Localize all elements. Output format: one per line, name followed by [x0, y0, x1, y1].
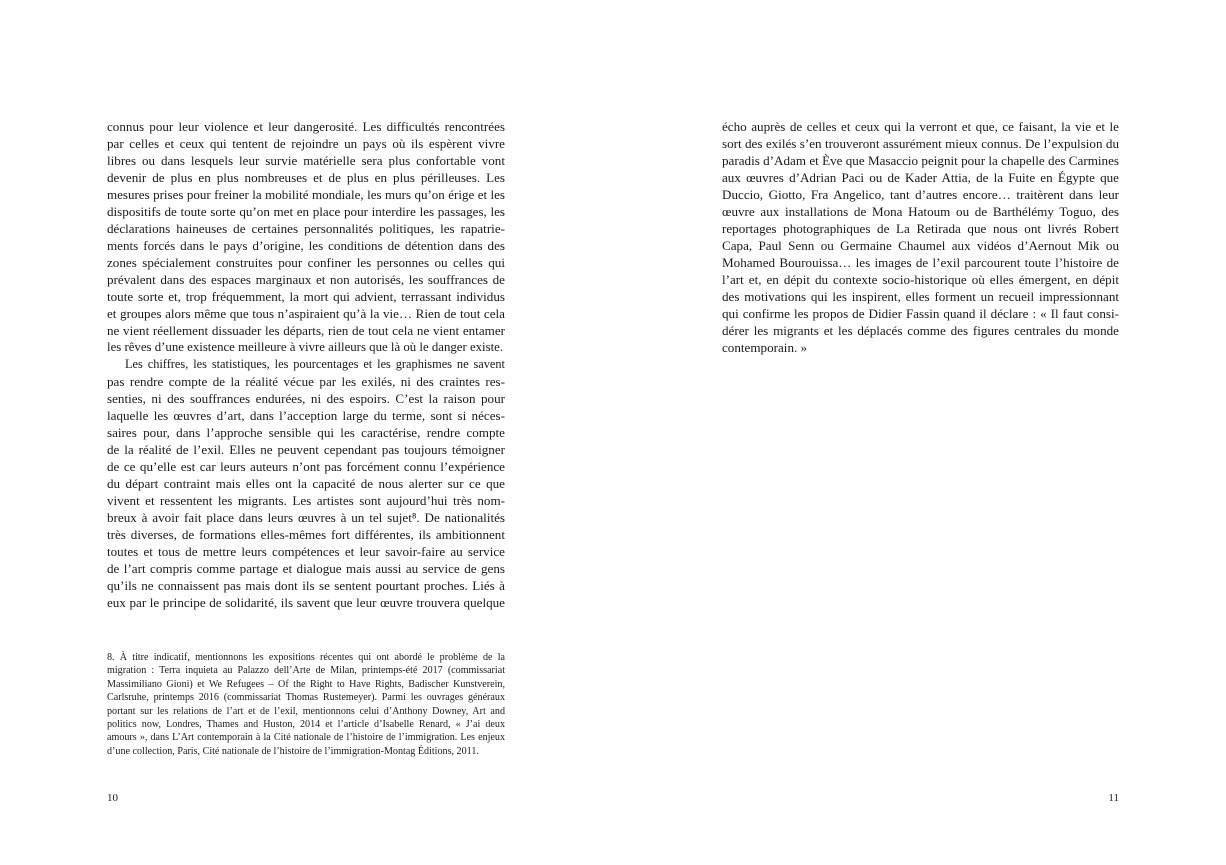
footnote-line: Carlsruhe, printemps 2016 (commissariat Thomas Rustemeyer). Parmi les ouvrages généraux: [107, 692, 505, 704]
body-line: laquelle les œuvres d’art, dans l’acception large du terme, sont si néces-: [107, 408, 505, 423]
footnote: [107, 651, 505, 758]
body-line: aux œuvres d’Adrian Paci ou de Kader Attia, de la Fuite en Égypte que: [722, 170, 1119, 185]
body-line: du départ contraint mais elles ont la capacité de nous alerter sur ce que: [107, 476, 505, 491]
body-line: par celles et ceux qui tentent de rejoindre un pays où ils espèrent vivre: [107, 136, 505, 151]
body-line-paragraph-start: Les chiffres, les statistiques, les pourcentages et les graphismes ne savent: [125, 357, 505, 371]
body-line: ments forcés dans le pays d’origine, les conditions de détention dans des: [107, 238, 505, 253]
body-line: écho auprès de celles et ceux qui la verront et que, ce faisant, la vie et le: [722, 119, 1119, 134]
body-line: qu’ils ne connaissent pas mais dont ils se sentent pourtant proches. Liés à: [107, 578, 505, 593]
body-line: sort des exilés s’en trouveront assurément mieux connus. De l’expulsion du: [722, 136, 1119, 151]
page-number: 11: [1108, 792, 1119, 804]
body-line: mesures prises pour freiner la mobilité mondiale, les murs qu’on érige et les: [107, 187, 505, 202]
body-line: libres ou dans lesquels leur survie matérielle sera plus confortable vont: [107, 153, 505, 168]
body-line: qui confirme les propos de Didier Fassin quand il déclare : « Il faut consi-: [722, 306, 1119, 321]
body-line: paradis d’Adam et Ève que Masaccio peignit pour la chapelle des Carmines: [722, 153, 1119, 168]
body-line: œuvre aux installations de Mona Hatoum ou de Barthélémy Toguo, des: [722, 204, 1119, 219]
body-line: et groupes alors même que tous n’aspiraient qu’à la vie… Rien de tout cela: [107, 306, 505, 321]
footnote-line: portant sur les relations de l’art et de l’exil, mentionnons celui d’Anthony Downey, Art and: [107, 705, 505, 717]
body-line: vivent et ressentent les migrants. Les artistes sont aujourd’hui très nom-: [107, 493, 505, 508]
body-line: déclarations haineuses de certaines personnalités politiques, les rapatrie-: [107, 221, 505, 236]
footnote-line: 8. À titre indicatif, mentionnons les expositions récentes qui ont abordé le problème de la: [107, 652, 505, 663]
body-line-with-footnote-ref: breux à avoir fait place dans leurs œuvres à un tel sujet⁸. De nationalités: [107, 510, 505, 525]
body-line: de l’art compris comme partage et dialogue mais aussi au service de gens: [107, 561, 505, 576]
body-line: de la réalité de l’exil. Elles ne peuvent cependant pas toujours témoigner: [107, 442, 505, 457]
body-line: les rêves d’une existence meilleure à vivre ailleurs que là où le danger existe.: [107, 340, 504, 354]
body-line: dispositifs de toute sorte qu’on met en place pour interdire les passages, les: [107, 204, 505, 219]
body-line: Duccio, Giotto, Fra Angelico, tant d’autres encore… traitèrent dans leur: [722, 187, 1119, 202]
body-line: reportages photographiques de La Retirada que nous ont livrés Robert: [722, 221, 1119, 236]
body-line: connus pour leur violence et leur dangerosité. Les difficultés rencontrées: [107, 119, 505, 134]
body-line: senties, ni des souffrances endurées, ni des espoirs. C’est la raison pour: [107, 391, 505, 406]
body-line: saires pour, dans l’approche sensible qui les caractérise, rendre compte: [107, 425, 505, 440]
body-line: Mohamed Bourouissa… les images de l’exil parcourent toute l’histoire de: [722, 255, 1119, 270]
body-line: des motivations qui les inspirent, elles forment un recueil impressionnant: [722, 289, 1119, 304]
body-line: pas rendre compte de la réalité vécue par les exilés, ni des craintes res-: [107, 374, 505, 389]
left-page-body: [107, 118, 505, 611]
right-page-body: [722, 118, 1119, 356]
body-line: eux par le principe de solidarité, ils savent que leur œuvre trouvera quelque: [107, 595, 505, 610]
footnote-line: migration : Terra inquieta au Palazzo dell’Arte de Milan, printemps-été 2017 (commissariat: [107, 665, 505, 677]
body-line: devenir de plus en plus nombreuses et de plus en plus périlleuses. Les: [107, 170, 505, 185]
body-line: toute sorte et, trop fréquemment, la mort qui advient, terrassant individus: [107, 289, 505, 304]
footnote-line: politics now, Londres, Thames and Huston, 2014 et l’article d’Isabelle Renard, « J’ai deux: [107, 718, 505, 730]
body-line: zones spécialement construites pour confiner les personnes ou celles qui: [107, 255, 505, 270]
body-line: toutes et tous de mettre leurs compétences et leur savoir-faire au service: [107, 544, 505, 559]
right-page: [613, 0, 1226, 865]
footnote-line: Massimiliano Gioni) et We Refugees – Of the Right to Have Rights, Badischer Kunstverein,: [107, 678, 505, 690]
body-line: l’art et, en dépit du contexte socio-historique où elles émergent, en dépit: [722, 272, 1119, 287]
body-line: ne vient réellement dissuader les départs, rien de tout cela ne vient entamer: [107, 323, 505, 338]
body-line: contemporain. »: [722, 340, 808, 355]
body-line: très diverses, de formations elles-mêmes fort différentes, ils ambitionnent: [107, 527, 505, 542]
footnote-line: amours », dans L’Art contemporain à la Cité nationale de l’histoire de l’immigration. Les enjeux: [107, 732, 505, 744]
page-number: 10: [107, 792, 118, 804]
body-line: de ce qu’elle est car leurs auteurs n’ont pas forcément connu l’expérience: [107, 459, 505, 474]
body-line: dérer les migrants et les déplacés comme des figures centrales du monde: [722, 323, 1119, 338]
body-line: prévalent dans des espaces marginaux et non autorisés, les souffrances de: [107, 272, 505, 287]
body-line: Capa, Paul Senn ou Germaine Chaumel aux vidéos d’Aernout Mik ou: [722, 238, 1119, 253]
footnote-line: d’une collection, Paris, Cité nationale de l’histoire de l’immigration-Montag Éditions, 2011.: [107, 745, 479, 757]
